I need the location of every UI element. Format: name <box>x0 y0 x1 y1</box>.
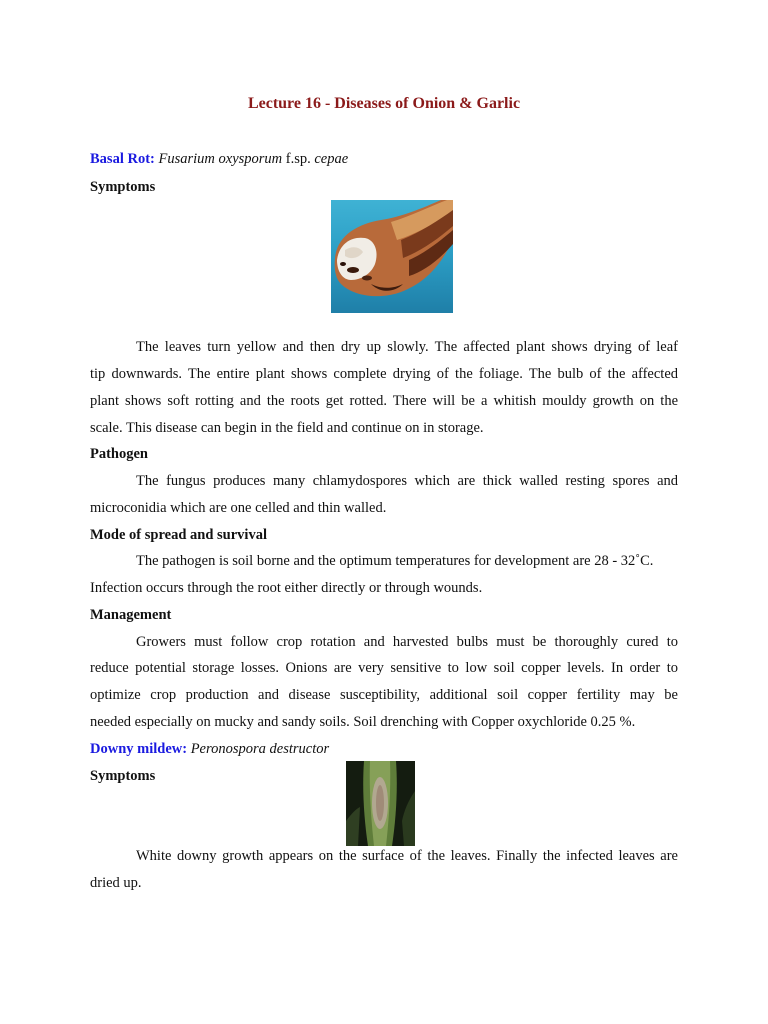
basal-rot-management-line: needed especially on mucky and sandy soils. Soil drenching with Copper oxychloride 0.25 %. <box>90 714 636 730</box>
basal-rot-header <box>90 149 678 169</box>
basal-rot-symptoms-heading: Symptoms <box>90 179 156 195</box>
basal-rot-spread-line: The pathogen is soil borne and the optimum temperatures for development are 28 - 32˚C. <box>136 553 654 569</box>
basal-rot-pathogen-line: microconidia which are one celled and thin walled. <box>90 500 387 516</box>
basal-rot-symptoms-line: tip downwards. The entire plant shows complete drying of the foliage. The bulb of the affected <box>90 366 678 382</box>
downy-mildew-symptoms-line: dried up. <box>90 875 142 891</box>
basal-rot-management-heading: Management <box>90 607 172 623</box>
leaf-illustration <box>346 761 415 846</box>
downy-mildew-symptoms-line: White downy growth appears on the surface of the leaves. Finally the infected leaves are <box>136 848 678 864</box>
basal-rot-pathogen-heading: Pathogen <box>90 446 148 462</box>
basal-rot-symptoms-line: The leaves turn yellow and then dry up slowly. The affected plant shows drying of leaf <box>136 339 678 355</box>
basal-rot-pathogen-fsp: f.sp. <box>282 151 315 167</box>
onion-bulb-illustration <box>331 200 453 313</box>
basal-rot-management-line: Growers must follow crop rotation and harvested bulbs must be thoroughly cured to <box>136 634 678 650</box>
basal-rot-name: Basal Rot: <box>90 151 155 167</box>
downy-mildew-symptoms-heading: Symptoms <box>90 768 156 784</box>
downy-mildew-pathogen: Peronospora destructor <box>190 741 330 757</box>
basal-rot-pathogen-line: The fungus produces many chlamydospores which are thick walled resting spores and <box>136 473 678 489</box>
basal-rot-pathogen-forma: cepae <box>314 151 349 167</box>
downy-mildew-name: Downy mildew: <box>90 741 188 757</box>
basal-rot-management-line: reduce potential storage losses. Onions are very sensitive to low soil copper levels. In order to <box>90 660 678 676</box>
page-title: Lecture 16 - Diseases of Onion & Garlic <box>247 95 521 112</box>
basal-rot-symptoms-line: scale. This disease can begin in the field and continue on in storage. <box>90 420 484 436</box>
basal-rot-spread-line: Infection occurs through the root either directly or through wounds. <box>90 580 483 596</box>
basal-rot-spread-heading: Mode of spread and survival <box>90 527 267 543</box>
downy-mildew-leaf-figure <box>346 761 415 846</box>
downy-mildew-header <box>90 739 678 759</box>
basal-rot-management-line: optimize crop production and disease susceptibility, additional soil copper fertility may be <box>90 687 678 703</box>
basal-rot-symptoms-line: plant shows soft rotting and the roots get rotted. There will be a whitish mouldy growth on the <box>90 393 678 409</box>
basal-rot-onion-figure <box>331 200 453 313</box>
basal-rot-pathogen-species: Fusarium oxysporum <box>158 151 283 167</box>
